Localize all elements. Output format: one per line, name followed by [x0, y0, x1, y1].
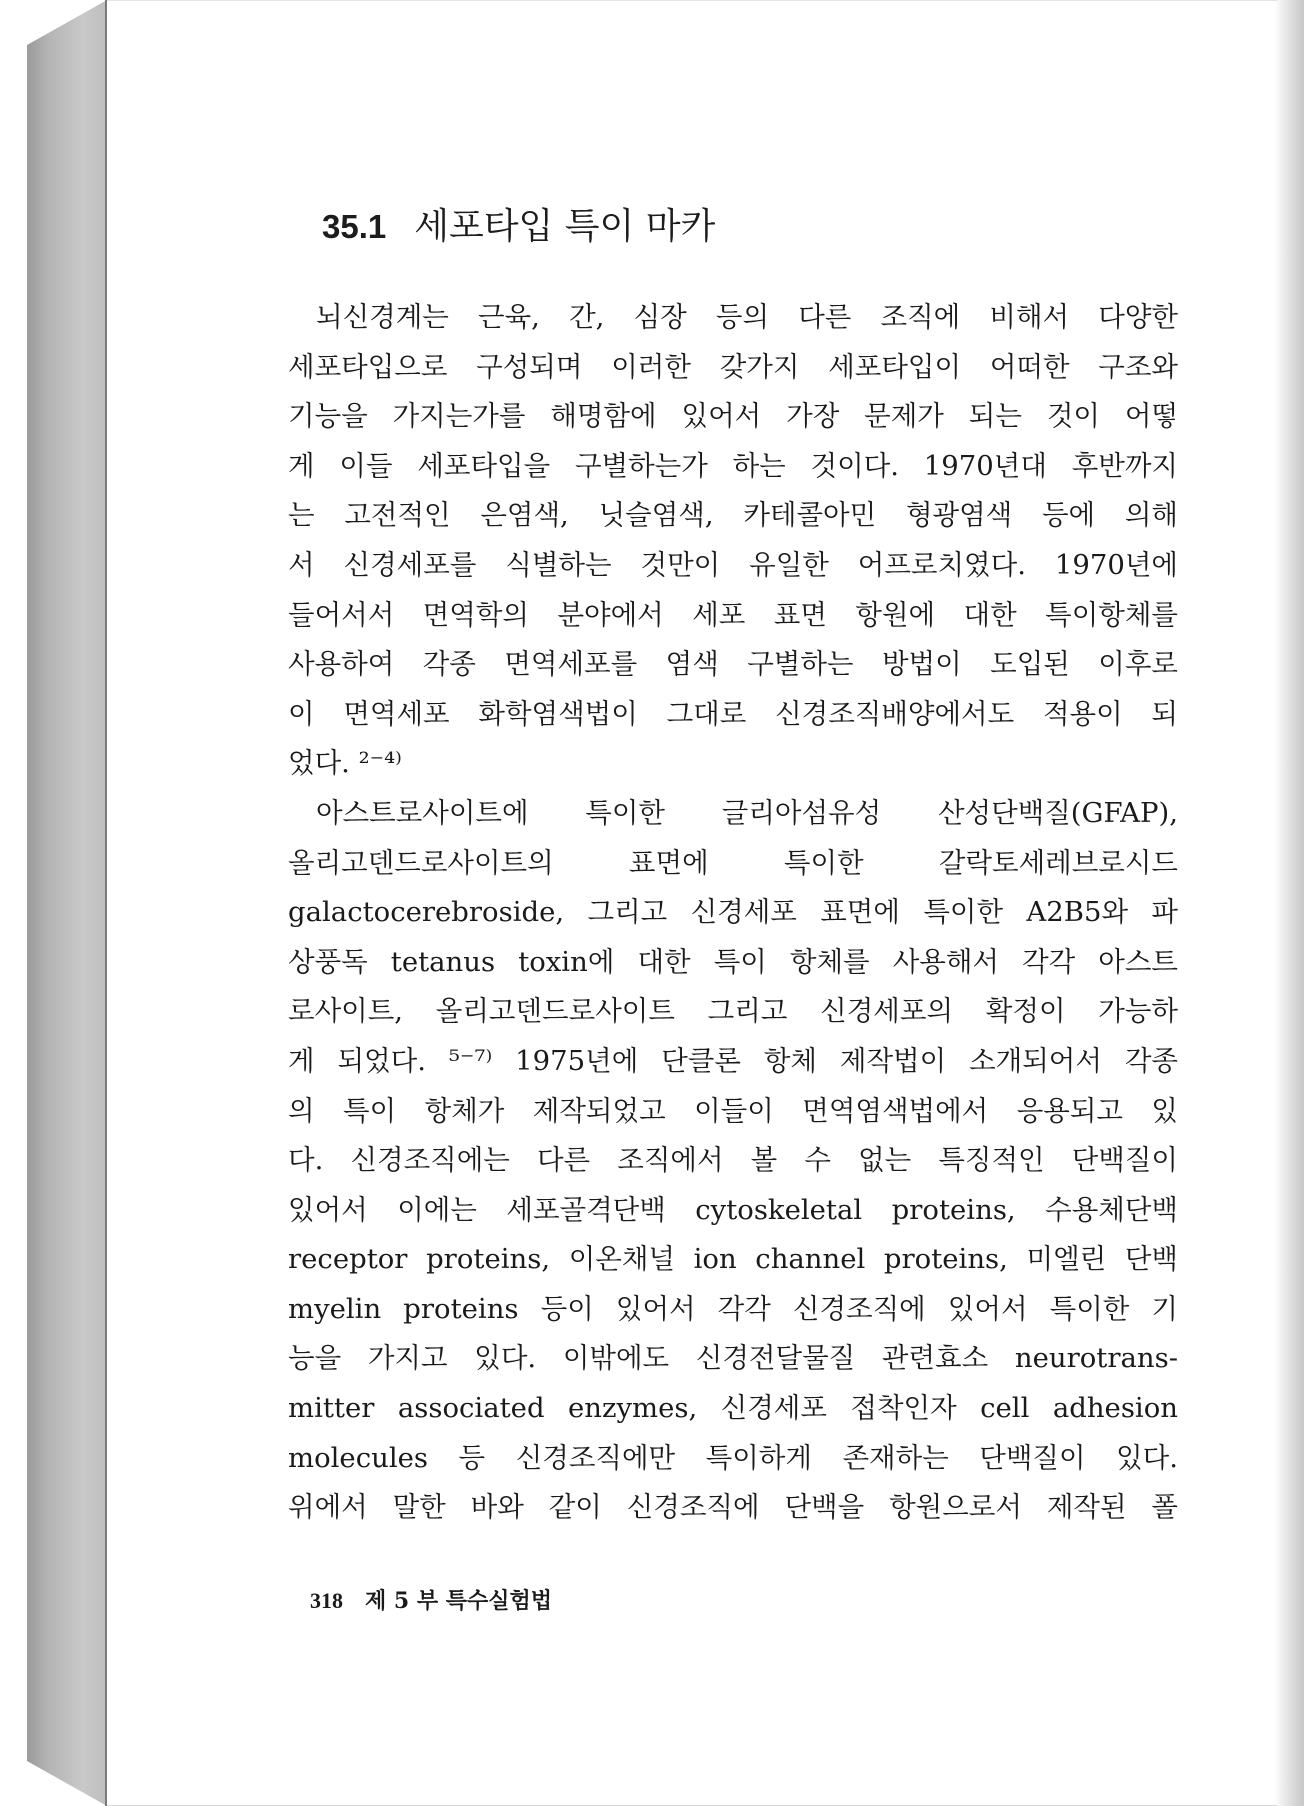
section-number: 35.1: [322, 208, 387, 245]
paragraph-1-line: 게 이들 세포타입을 구별하는가 하는 것이다. 1970년대 후반까지: [288, 449, 1178, 482]
paragraph-2-line: receptor proteins, 이온채널 ion channel proteins, 미엘린 단백: [288, 1243, 1178, 1276]
paragraph-1-line: 사용하여 각종 면역세포를 염색 구별하는 방법이 도입된 이후로: [288, 648, 1178, 681]
paragraph-1-line: 이 면역세포 화학염색법이 그대로 신경조직배양에서도 적용이 되: [288, 697, 1178, 730]
paragraph-1-line: 서 신경세포를 식별하는 것만이 유일한 어프로치였다. 1970년에: [288, 548, 1178, 581]
paragraph-2-line: 다. 신경조직에는 다른 조직에서 볼 수 없는 특징적인 단백질이: [288, 1144, 1178, 1177]
paragraph-2-line: myelin proteins 등이 있어서 각각 신경조직에 있어서 특이한 기: [288, 1292, 1178, 1325]
paragraph-1-line: 었다. ²⁻⁴⁾: [288, 747, 402, 780]
paragraph-2-line: galactocerebroside, 그리고 신경세포 표면에 특이한 A2B5와 파: [288, 896, 1178, 929]
body-text: [288, 293, 1178, 1533]
paragraph-2-line: 위에서 말한 바와 같이 신경조직에 단백을 항원으로서 제작된 폴: [288, 1491, 1178, 1524]
paragraph-2-line: mitter associated enzymes, 신경세포 접착인자 cell adhesion: [288, 1392, 1178, 1425]
paragraph-2-line: 있어서 이에는 세포골격단백 cytoskeletal proteins, 수용체단백: [288, 1193, 1178, 1226]
page-edge-shadow: [1274, 0, 1304, 1806]
paragraph-1-line: 기능을 가지는가를 해명함에 있어서 가장 문제가 되는 것이 어떻: [288, 400, 1178, 433]
paragraph-2-line: 게 되었다. ⁵⁻⁷⁾ 1975년에 단클론 항체 제작법이 소개되어서 각종: [288, 1044, 1178, 1077]
book-spine: [27, 0, 107, 1806]
paragraph-1-line: 뇌신경계는 근육, 간, 심장 등의 다른 조직에 비해서 다양한: [316, 301, 1178, 333]
paragraph-1-line: 들어서서 면역학의 분야에서 세포 표면 항원에 대한 특이항체를: [288, 598, 1178, 631]
paragraph-2-line: 능을 가지고 있다. 이밖에도 신경전달물질 관련효소 neurotrans-: [288, 1342, 1178, 1375]
paragraph-2-line: 상풍독 tetanus toxin에 대한 특이 항체를 사용해서 각각 아스트: [288, 945, 1178, 978]
paragraph-1-line: 는 고전적인 은염색, 닛슬염색, 카테콜아민 형광염색 등에 의해: [288, 499, 1178, 532]
paragraph-2-line: 로사이트, 올리고덴드로사이트 그리고 신경세포의 확정이 가능하: [288, 995, 1178, 1028]
paragraph-2-line: molecules 등 신경조직에만 특이하게 존재하는 단백질이 있다.: [288, 1441, 1178, 1474]
part-title: 제 5 부 특수실험법: [365, 1588, 553, 1614]
paragraph-2-line: 의 특이 항체가 제작되었고 이들이 면역염색법에서 응용되고 있: [288, 1094, 1178, 1127]
page-number: 318: [310, 1588, 343, 1613]
paragraph-2-line: 올리고덴드로사이트의 표면에 특이한 갈락토세레브로시드: [288, 846, 1178, 879]
section-title: 세포타입 특이 마카: [414, 206, 716, 247]
section-heading: [322, 198, 715, 249]
paragraph-1-line: 세포타입으로 구성되며 이러한 갖가지 세포타입이 어떠한 구조와: [288, 350, 1178, 383]
paragraph-2-line: 아스트로사이트에 특이한 글리아섬유성 산성단백질(GFAP),: [316, 796, 1178, 829]
page-footer: [310, 1584, 552, 1615]
